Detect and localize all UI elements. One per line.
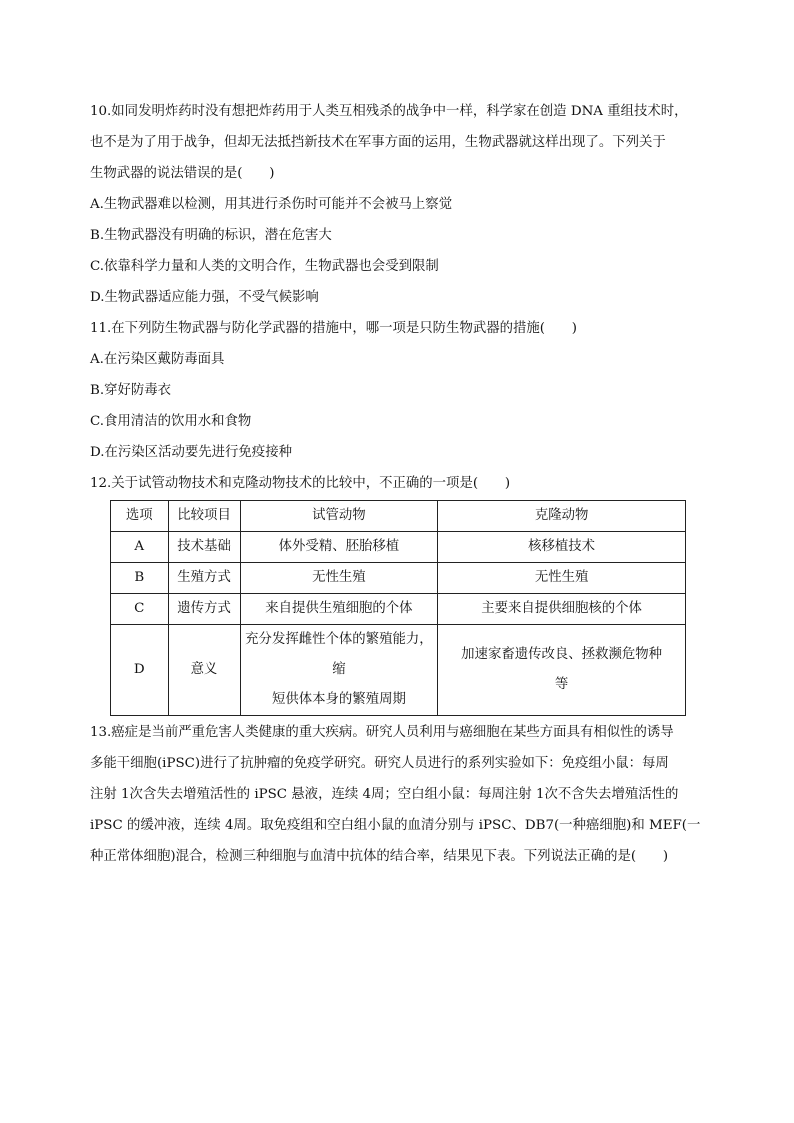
question-11-option-a: A.在污染区戴防毒面具 [90,352,225,367]
question-11-option-c: C.食用清洁的饮用水和食物 [90,414,252,429]
table-cell: 体外受精、胚胎移植 [240,532,438,563]
question-12 [90,468,710,716]
question-11-stem: 11.在下列防生物武器与防化学武器的措施中，哪一项是只防生物武器的措施( ) [90,321,578,336]
table-row [111,625,686,716]
question-13-line: 多能干细胞(iPSC)进行了抗肿瘤的免疫学研究。研究人员进行的系列实验如下：免疫组小鼠：每周 [90,756,669,771]
table-cell: 无性生殖 [240,563,438,594]
question-13-line: iPSC 的缓冲液，连续 4周。取免疫组和空白组小鼠的血清分别与 iPSC、DB7(一种癌细胞)和 MEF(一 [90,818,701,833]
table-cell-line: 充分发挥雌性个体的繁殖能力，缩 [245,632,433,677]
table-cell: 生殖方式 [168,563,240,594]
table-cell: 来自提供生殖细胞的个体 [240,594,438,625]
question-10-option-d: D.生物武器适应能力强，不受气候影响 [90,290,319,305]
question-10-line: 生物武器的说法错误的是( ) [90,166,275,181]
table-cell: 遗传方式 [168,594,240,625]
question-11 [90,313,710,468]
table-header-cell: 试管动物 [240,501,438,532]
table-cell [438,625,686,716]
table-cell-line: 等 [554,677,569,692]
table-header-cell: 选项 [111,501,169,532]
question-10 [90,96,710,313]
table-cell-line: 加速家畜遗传改良、拯救濒危物种 [461,647,663,662]
table-row [111,594,686,625]
table-header-cell: 克隆动物 [438,501,686,532]
table-cell: B [111,563,169,594]
table-cell: 核移植技术 [438,532,686,563]
question-10-option-c: C.依靠科学力量和人类的文明合作，生物武器也会受到限制 [90,259,439,274]
question-10-option-b: B.生物武器没有明确的标识，潜在危害大 [90,228,332,243]
question-11-option-d: D.在污染区活动要先进行免疫接种 [90,445,292,460]
question-13-line: 13.癌症是当前严重危害人类健康的重大疾病。研究人员利用与癌细胞在某些方面具有相似性的诱导 [90,725,674,740]
table-cell: C [111,594,169,625]
question-10-option-a: A.生物武器难以检测，用其进行杀伤时可能并不会被马上察觉 [90,197,453,212]
table-cell: 主要来自提供细胞核的个体 [438,594,686,625]
table-cell: 技术基础 [168,532,240,563]
question-10-line: 也不是为了用于战争，但却无法抵挡新技术在军事方面的运用，生物武器就这样出现了。下列关于 [90,135,666,150]
question-13-line: 注射 1次含失去增殖活性的 iPSC 悬液，连续 4周；空白组小鼠：每周注射 1次不含失去增殖活性的 [90,787,679,802]
table-cell: A [111,532,169,563]
table-header-row [111,501,686,532]
question-11-option-b: B.穿好防毒衣 [90,383,172,398]
table-cell [240,625,438,716]
question-12-stem: 12.关于试管动物技术和克隆动物技术的比较中，不正确的一项是( ) [90,476,511,491]
table-cell: D [111,625,169,716]
question-13 [90,717,710,872]
table-cell: 意义 [168,625,240,716]
table-cell: 无性生殖 [438,563,686,594]
comparison-table [110,500,686,716]
question-10-line: 10.如同发明炸药时没有想把炸药用于人类互相残杀的战争中一样，科学家在创造 DNA 重组技术时， [90,104,688,119]
table-cell-line: 短供体本身的繁殖周期 [271,692,406,707]
table-row [111,563,686,594]
question-13-line: 种正常体细胞)混合，检测三种细胞与血清中抗体的结合率，结果见下表。下列说法正确的是( ) [90,849,669,864]
table-row [111,532,686,563]
table-header-cell: 比较项目 [168,501,240,532]
exam-page [90,96,710,872]
